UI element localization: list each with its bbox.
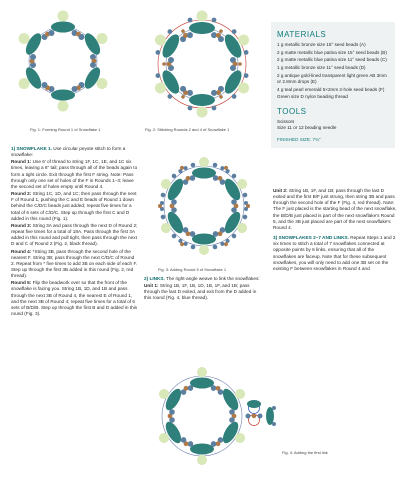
finished-size: FINISHED SIZE: 7¾" [277, 137, 321, 143]
figure-1 [8, 6, 118, 124]
material-item: 1 g metallic bronze size 15° seed beads (A) [277, 42, 366, 47]
instructions-column-1 [11, 146, 139, 318]
tools-title: TOOLS [277, 106, 307, 116]
figure-1-beadwork [8, 6, 118, 124]
material-item: 2 g matte metallic blue patina size 15° seed beads (B) [277, 49, 387, 55]
materials-title: MATERIALS [277, 30, 327, 39]
figure-4-beadwork [146, 360, 286, 472]
round-2: Round 2: String 1C, 1D, and 1C; then pass through the next F of Round 1, pushing the C and E beads of Round 1 down behind the C/D/C beads just added; repeat five times for a total of 6 sets of C/D/C. Step up through the first C and D added in this round (Fig. 1). [11, 191, 137, 221]
tool-item: Size 11 or 12 beading needle [277, 124, 337, 130]
figure-3 [148, 150, 260, 262]
material-item: 2 g matte metallic blue patina size 11° seed beads (C) [277, 57, 387, 63]
figure-4-caption: Fig. 4: Adding the first link [282, 450, 328, 455]
material-item: Green size D nylon beading thread [277, 94, 348, 100]
round-3: Round 3: String 3A and pass through the next D of Round 2; repeat five times for a total of 18A. Pass through the first 3A added in this round and pull tight, then pass through the next D and C of Round 2 (Fig. 2, black thread). [11, 222, 138, 247]
instructions-column-3 [273, 188, 397, 273]
figure-3-beadwork [148, 150, 260, 262]
step-1-intro: 1) SNOWFLAKE 1. Use circular peyote stitch to form a snowflake: [11, 146, 126, 158]
material-item: 2 g antique gold-lined transparent light green AB 3mm or 2.8mm drops (E) [277, 72, 387, 85]
materials-box [271, 22, 395, 148]
step-2-intro: 2) LINKS. The right-angle weave to link the snowflakes: [144, 276, 260, 281]
round-5: Round 5: Flip the beadwork over so that the front of the snowflake is facing you. String 1B, 1D, and 1B and pass through the next 3B of Round 4, the nearest E of Round 1, and the next 3B of Round 4; repeat five times for a total of 6 sets of B/D/B. Step up through the first B and D added in this round (Fig. 3). [11, 280, 138, 317]
figure-1-caption: Fig. 1: Forming Round 1 of Snowflake 1 [30, 127, 101, 132]
figure-2-caption: Fig. 2: Stitching Rounds 2 and 4 of Snowflake 1 [145, 127, 230, 132]
figure-3-caption: Fig. 3: Adding Round 5 of Snowflake 1 [158, 267, 227, 272]
figure-2-beadwork [138, 4, 266, 126]
round-4: Round 4: *String 3B, pass through the second hole of the nearest F. String 3B; pass through the next C/D/C of Round 2. Repeat from * five times to add 3B on each side of each F. Step up through the first 3B added in this round (Fig. 2, red thread). [11, 248, 138, 279]
unit-2: Unit 2: String 1B, 1F, and 1B; pass through the last D exited and the first B/F just strung, then string 3B and pass through the second hole of the F (Fig. 4, red thread). Note: The F just placed is the starting bead of the next snowflake, the B/D/B just placed is part of the next snowflake's Round 5, and the 3B just placed are part of the next snowflake's Round 4. [273, 188, 397, 230]
material-item: 1 g metallic bronze size 11° seed beads (D) [277, 65, 366, 71]
step-3: 3) SNOWFLAKES 2–7 AND LINKS. Repeat Steps 1 and 2 six times to stitch a total of 7 snowflakes connected at opposite points by 6 links, ensuring that all of the snowflakes are faceup. Note that for these subsequent snowflakes, you will only need to add one 3B set on the existing F between snowflakes in Round 4 and [273, 235, 396, 271]
figure-2 [138, 4, 266, 126]
unit-1: Unit 1: String 1B, 1F, 1B, 1D, 1B, 1F, and 1B; pass through the last D exited, and exit from the D added in this round (Fig. 4, blue thread). [144, 283, 257, 301]
tool-item: Scissors [277, 118, 295, 124]
instructions-column-2 [144, 276, 264, 303]
figure-4 [146, 360, 286, 472]
round-1: Round 1: Use 6' of thread to string 1F, 1C, 1E, and 1C six times, leaving a 6" tail; pass through all of the beads again to form a tight circle. Exit through the first F string. Note: Pass through only one set of holes of the F in Rounds 1–3; leave the second set of holes empty until Round 4. [11, 159, 138, 189]
material-item: 4 g teal pearl emerald 5×2mm 2-hole seed beads (F) [277, 86, 385, 92]
